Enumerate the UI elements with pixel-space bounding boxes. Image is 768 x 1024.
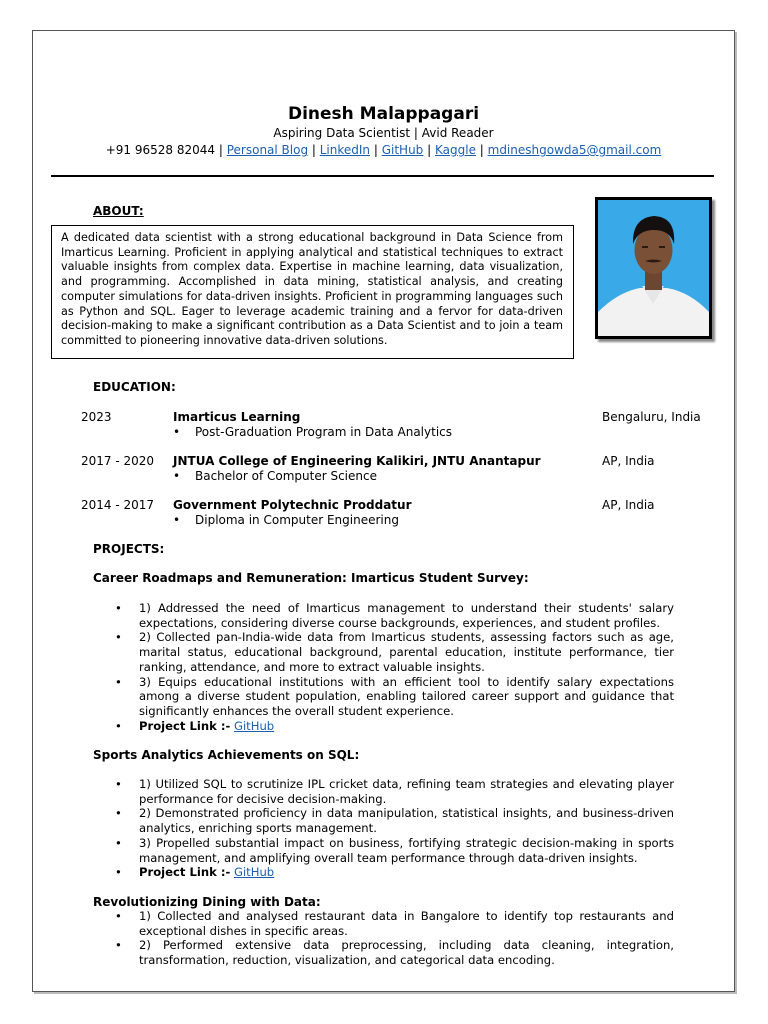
education-location: Bengaluru, India — [602, 410, 701, 424]
email-link[interactable]: mdineshgowda5@gmail.com — [487, 143, 662, 157]
project-bullet: • 3) Equips educational institutions with an efficient tool to identify salary expectations among a diverse student population, enabling tailored career support and guidance that significantly enhances the overall student experience. — [113, 675, 674, 719]
project-bullet: • 2) Demonstrated proficiency in data manipulation, statistical insights, and business-driven analytics, enriching sports management. — [113, 806, 674, 835]
project-link-label: Project Link :- — [139, 718, 231, 733]
project-link-label: Project Link :- — [139, 865, 231, 880]
project-link-item — [113, 719, 674, 734]
separator: | — [308, 143, 320, 157]
separator: | — [423, 143, 435, 157]
linkedin-link[interactable]: LinkedIn — [319, 143, 371, 157]
github-link[interactable]: GitHub — [381, 143, 424, 157]
education-program: • Bachelor of Computer Science — [173, 469, 377, 483]
education-years: 2017 - 2020 — [81, 454, 155, 468]
about-summary: A dedicated data scientist with a strong educational background in Data Science from Imarticus Learning. Proficient in applying analytical and statistical techniques to extract valuable insights from complex data. Expertise in machine learning, data visualization, and programming. Accomplished in data mining, statistical analysis, and creating computer simulations for data-driven insights. Proficient in programming languages such as Python and SQL. Eager to leverage academic training and a fervor for data-driven decision-making to make a significant contribution as a Data Scientist and to join a team committed to pioneering innovative data-driven solutions. — [51, 225, 574, 359]
education-program-text: Bachelor of Computer Science — [195, 469, 377, 483]
education-heading: EDUCATION: — [93, 380, 176, 394]
project-bullet: • 1) Collected and analysed restaurant data in Bangalore to identify top restaurants and exceptional dishes in specific areas. — [113, 909, 674, 938]
education-institution: Government Polytechnic Proddatur — [173, 498, 412, 512]
education-institution: JNTUA College of Engineering Kalikiri, JNTU Anantapur — [173, 454, 541, 468]
education-years: 2023 — [81, 410, 112, 424]
project-bullet: • 2) Collected pan-India-wide data from Imarticus students, assessing factors such as age, marital status, educational background, parental education, institute performance, tier ranking, attendance, and more to extract valuable insights. — [113, 630, 674, 674]
project-bullets — [113, 777, 674, 880]
phone-number: +91 96528 82044 — [105, 143, 216, 157]
education-program-text: Post-Graduation Program in Data Analytics — [195, 425, 452, 439]
education-program-text: Diploma in Computer Engineering — [195, 513, 399, 527]
separator: | — [475, 143, 488, 157]
projects-heading: PROJECTS: — [93, 542, 165, 556]
project-bullets — [113, 909, 674, 968]
education-program: • Post-Graduation Program in Data Analytics — [173, 425, 452, 439]
education-years: 2014 - 2017 — [81, 498, 155, 512]
project-bullet: • 2) Performed extensive data preprocessing, including data cleaning, integration, transformation, reduction, visualization, and categorical data encoding. — [113, 938, 674, 967]
education-program: • Diploma in Computer Engineering — [173, 513, 399, 527]
kaggle-link[interactable]: Kaggle — [434, 143, 476, 157]
separator: | — [370, 143, 382, 157]
project-title: Revolutionizing Dining with Data: — [93, 895, 321, 909]
education-location: AP, India — [602, 498, 655, 512]
project-github-link[interactable]: GitHub — [233, 718, 275, 733]
profile-photo — [595, 197, 712, 339]
education-institution: Imarticus Learning — [173, 410, 301, 424]
profile-photo-illustration — [598, 200, 709, 336]
project-bullet: • 1) Addressed the need of Imarticus management to understand their students' salary expectations, considering diverse course backgrounds, experiences, and student profiles. — [113, 601, 674, 630]
separator: | — [215, 143, 227, 157]
personal-blog-link[interactable]: Personal Blog — [226, 143, 309, 157]
education-location: AP, India — [602, 454, 655, 468]
project-bullets — [113, 601, 674, 733]
project-title: Sports Analytics Achievements on SQL: — [93, 748, 360, 762]
contact-line — [33, 143, 734, 157]
resume-page — [32, 30, 735, 992]
header-divider — [51, 175, 714, 177]
project-bullet: • 3) Propelled substantial impact on business, fortifying strategic decision-making in sports management, and amplifying overall team performance through data-driven insights. — [113, 836, 674, 865]
project-title: Career Roadmaps and Remuneration: Imarticus Student Survey: — [93, 571, 529, 585]
candidate-name: Dinesh Malappagari — [287, 104, 480, 124]
project-bullet: • 1) Utilized SQL to scrutinize IPL cricket data, refining team strategies and elevating player performance for decisive decision-making. — [113, 777, 674, 806]
candidate-tagline: Aspiring Data Scientist | Avid Reader — [273, 126, 494, 140]
project-github-link[interactable]: GitHub — [233, 865, 275, 880]
project-link-item — [113, 865, 674, 880]
about-heading: ABOUT: — [93, 204, 144, 218]
